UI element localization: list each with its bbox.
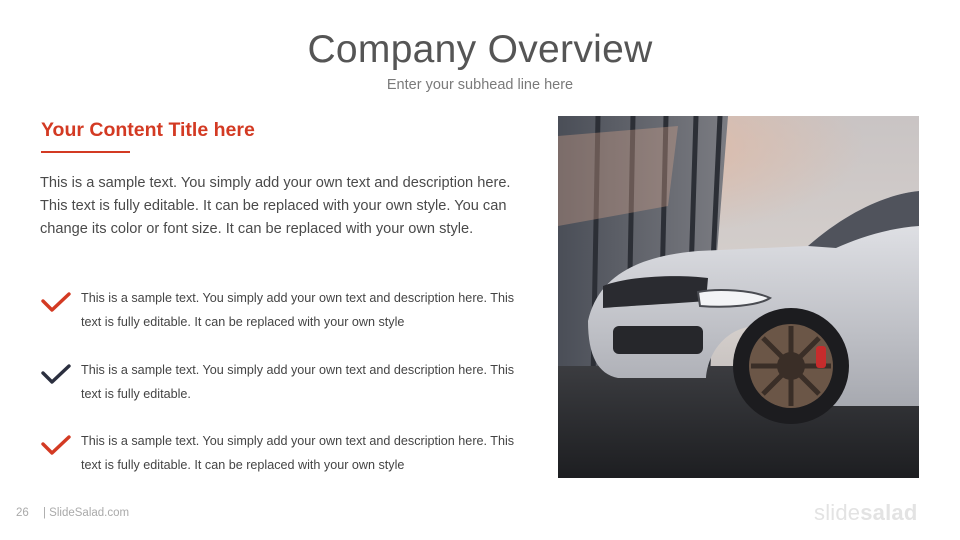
car-photo (558, 116, 919, 478)
bullet-text: This is a sample text. You simply add your own text and description here. This text is fully editable. (81, 363, 515, 401)
content-title: Your Content Title here (41, 119, 255, 141)
check-icon (41, 364, 71, 386)
page-number: 26 (16, 507, 29, 519)
body-paragraph: This is a sample text. You simply add your own text and description here. This text is fully editable. It can be replaced with your own style. You can change its color or font size. It can be replaced with your own style. (40, 175, 511, 237)
footer-site: | SlideSalad.com (43, 507, 130, 519)
title-underline (41, 151, 130, 153)
slide-subtitle: Enter your subhead line here (386, 77, 574, 93)
slide-title: Company Overview (307, 28, 653, 71)
bullet-text: This is a sample text. You simply add your own text and description here. This text is fully editable. It can be replaced with your own style (81, 291, 515, 329)
bullet-text: This is a sample text. You simply add your own text and description here. This text is fully editable. It can be replaced with your own style (81, 434, 515, 472)
brand-logo: slidesalad (814, 500, 918, 525)
check-icon (41, 435, 71, 457)
check-icon (41, 292, 71, 314)
